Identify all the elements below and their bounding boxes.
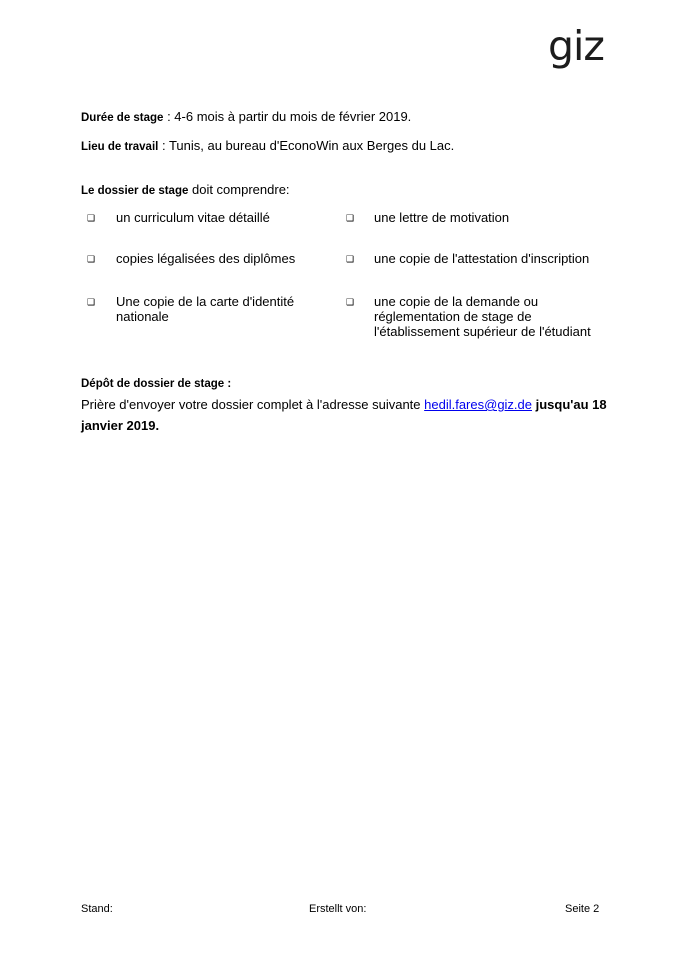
location-line <box>81 138 454 155</box>
deadline-part1: jusqu'au 18 <box>532 397 607 412</box>
duration-line <box>81 109 411 126</box>
checklist-item: une copie de l'attestation d'inscription <box>374 251 590 266</box>
checklist-item: une lettre de motivation <box>374 210 510 225</box>
checkbox-bullet-icon: ❑ <box>346 254 355 264</box>
checkbox-bullet-icon: ❑ <box>346 297 355 307</box>
footer-stand: Stand: <box>81 903 113 915</box>
checklist-item: une copie de la demande ou réglementation de stage de l'établissement supérieur de l'étudiant <box>374 294 591 339</box>
duration-separator: : <box>163 109 175 124</box>
giz-logo: giz <box>548 22 604 70</box>
email-link[interactable]: hedil.fares@giz.de <box>424 397 533 412</box>
depot-title: Dépôt de dossier de stage : <box>81 378 232 390</box>
checklist-item: Une copie de la carte d'identité nationale <box>116 294 295 324</box>
checkbox-bullet-icon: ❑ <box>346 213 355 223</box>
dossier-heading <box>81 182 290 199</box>
checkbox-bullet-icon: ❑ <box>87 254 96 264</box>
location-label: Lieu de travail <box>81 141 159 153</box>
dossier-suffix: doit comprendre: <box>188 182 290 197</box>
deadline-part2: janvier 2019. <box>81 418 160 433</box>
checkbox-bullet-icon: ❑ <box>87 297 96 307</box>
footer-erstellt: Erstellt von: <box>309 903 367 915</box>
depot-instruction: Prière d'envoyer votre dossier complet à l'adresse suivante <box>81 397 425 412</box>
location-value: Tunis, au bureau d'EconoWin aux Berges du Lac. <box>168 138 455 153</box>
checklist-item: copies légalisées des diplômes <box>116 251 296 266</box>
checkbox-bullet-icon: ❑ <box>87 213 96 223</box>
checklist-item: un curriculum vitae détaillé <box>116 210 270 225</box>
depot-text-line-1 <box>81 397 607 413</box>
dossier-label: Le dossier de stage <box>81 185 189 197</box>
footer-page-number: Seite 2 <box>565 903 600 915</box>
duration-label: Durée de stage <box>81 112 164 124</box>
duration-value: 4-6 mois à partir du mois de février 2019. <box>174 109 412 124</box>
location-separator: : <box>158 138 169 153</box>
